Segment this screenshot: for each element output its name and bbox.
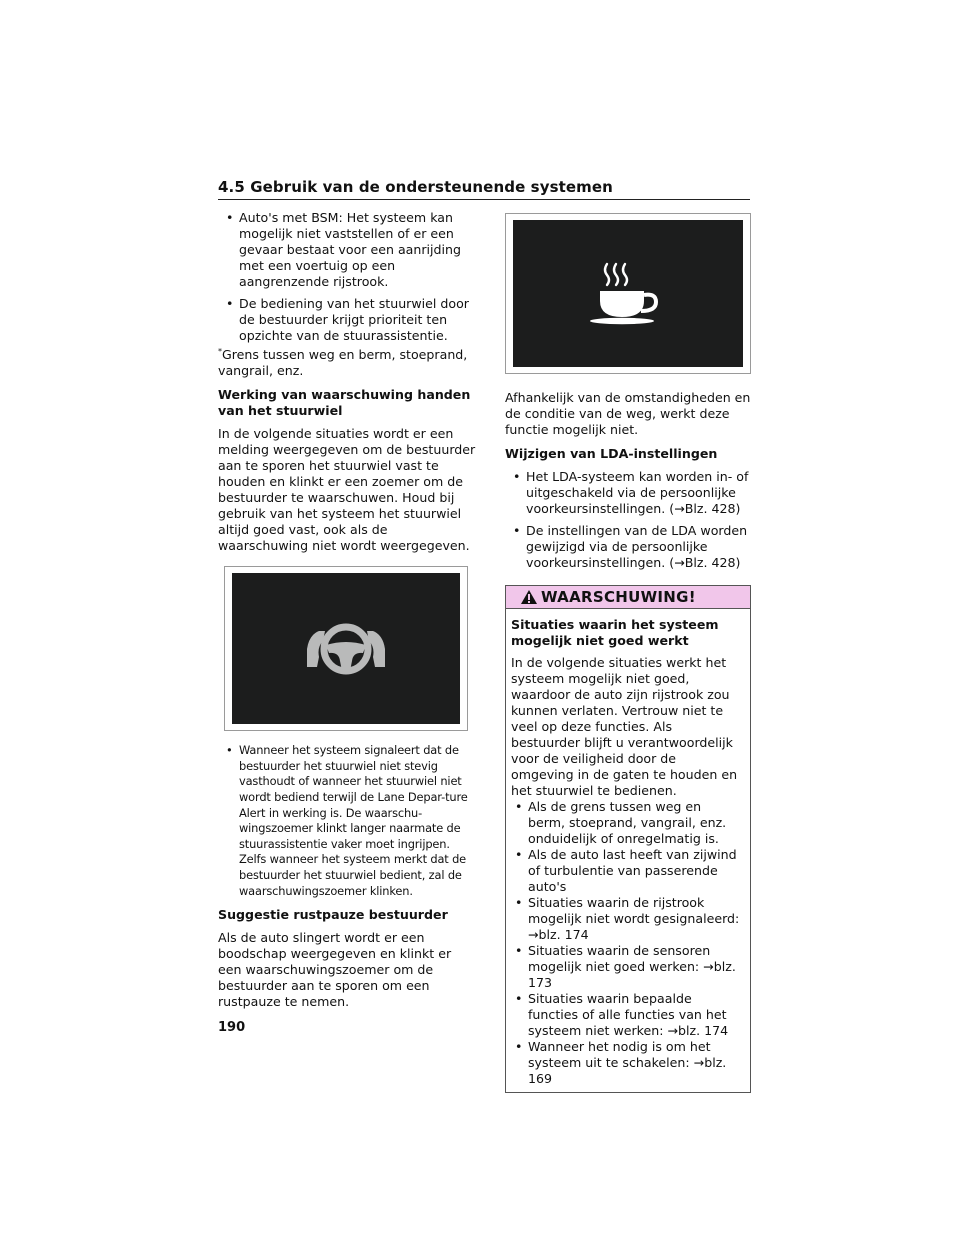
warning-title: WAARSCHUWING! [541, 588, 696, 606]
warning-heading: Situaties waarin het systeem mogelijk niet goed werkt [511, 617, 719, 648]
hands-on-steering-wheel-icon [305, 619, 387, 679]
warning-text: In de volgende situaties werkt het systeem mogelijk niet goed, waardoor de auto zijn rijstrook zou kunnen verlaten. Vertrouw niet te veel op deze functies. Als bestuurder blijft u verantwoordelijk voor de veiligheid door de omgeving in de gaten te houden en het stuurwiel te bedienen. [511, 655, 738, 798]
paragraph: Als de auto slingert wordt er een boodschap weergegeven en klinkt er een waarschuwingszoemer om de bestuurder aan te sporen om een rustpauze te nemen. [218, 930, 452, 1010]
warning-triangle-icon [520, 589, 538, 605]
paragraph: In de volgende situaties wordt er een melding weergegeven om de bestuurder aan te sporen het stuurwiel vast te houden en klinkt er een zoemer om de bestuurder te waarschuwen. Houd bij gebruik van het systeem het stuurwiel altijd goed vast, ook als de waarschuwing niet wordt weergegeven. [218, 426, 476, 554]
heading-rest-suggestion: Suggestie rustpauze bestuurder [218, 907, 448, 923]
display-screen [232, 573, 460, 724]
list-item: • Situaties waarin de rijstrook mogelijk niet wordt gesignaleerd: →blz. 174 [511, 895, 742, 943]
section-header: 4.5 Gebruik van de ondersteunende systemen [218, 178, 750, 200]
coffee-cup-icon [588, 261, 668, 327]
figure-steering-wheel [224, 566, 468, 731]
footnote-mark: * [218, 347, 222, 356]
display-screen [513, 220, 743, 367]
list-item: • Situaties waarin bepaalde functies of alle functies van het systeem niet werken: →blz. 174 [511, 991, 742, 1039]
heading-hands-off-warning: Werking van waarschuwing handen van het stuurwiel [218, 387, 471, 419]
list-item: • Het LDA-systeem kan worden in- of uitgeschakeld via de persoonlijke voorkeursinstellingen. (→Blz. 428) [505, 469, 751, 517]
list-item: • Als de grens tussen weg en berm, stoeprand, vangrail, enz. onduidelijk of onregelmatig is. [511, 799, 742, 847]
right-column [505, 213, 751, 1093]
list-item: • De bediening van het stuurwiel door de bestuurder krijgt prioriteit ten opzichte van de stuurassistentie. [218, 296, 476, 344]
page-number: 190 [218, 1020, 246, 1035]
left-column [218, 210, 476, 1018]
warning-title-bar [506, 586, 750, 609]
footnote [218, 344, 476, 379]
warning-box [505, 585, 751, 1093]
figure-coffee-cup [505, 213, 751, 374]
list-item: • Als de auto last heeft van zijwind of turbulentie van passerende auto's [511, 847, 742, 895]
list-item: • Wanneer het nodig is om het systeem uit te schakelen: →blz. 169 [511, 1039, 742, 1087]
list-item: • De instellingen van de LDA worden gewijzigd via de persoonlijke voorkeursinstellingen. (→Blz. 428) [505, 523, 751, 571]
list-item: • Wanneer het systeem signaleert dat de bestuurder het stuurwiel niet stevig vasthoudt of wanneer het stuurwiel niet wordt bediend terwijl de Lane Depar-ture Alert in werking is. De waarschu-wingszoemer klinkt langer naarmate de stuurassistentie vaker moet ingrijpen. Zelfs wanneer het systeem merkt dat de bestuurder het stuurwiel bedient, zal de waarschuwingszoemer klinken. [218, 743, 476, 899]
heading-lda-settings: Wijzigen van LDA-instellingen [505, 446, 718, 461]
footnote-text: Grens tussen weg en berm, stoeprand, vangrail, enz. [218, 347, 468, 379]
paragraph: Afhankelijk van de omstandigheden en de conditie van de weg, werkt deze functie mogelijk niet. [505, 390, 751, 437]
warning-body [506, 609, 750, 1092]
list-item: • Auto's met BSM: Het systeem kan mogelijk niet vaststellen of er een gevaar bestaat voor een aanrijding met een voertuig op een aangrenzende rijstrook. [218, 210, 476, 290]
list-item: • Situaties waarin de sensoren mogelijk niet goed werken: →blz. 173 [511, 943, 742, 991]
